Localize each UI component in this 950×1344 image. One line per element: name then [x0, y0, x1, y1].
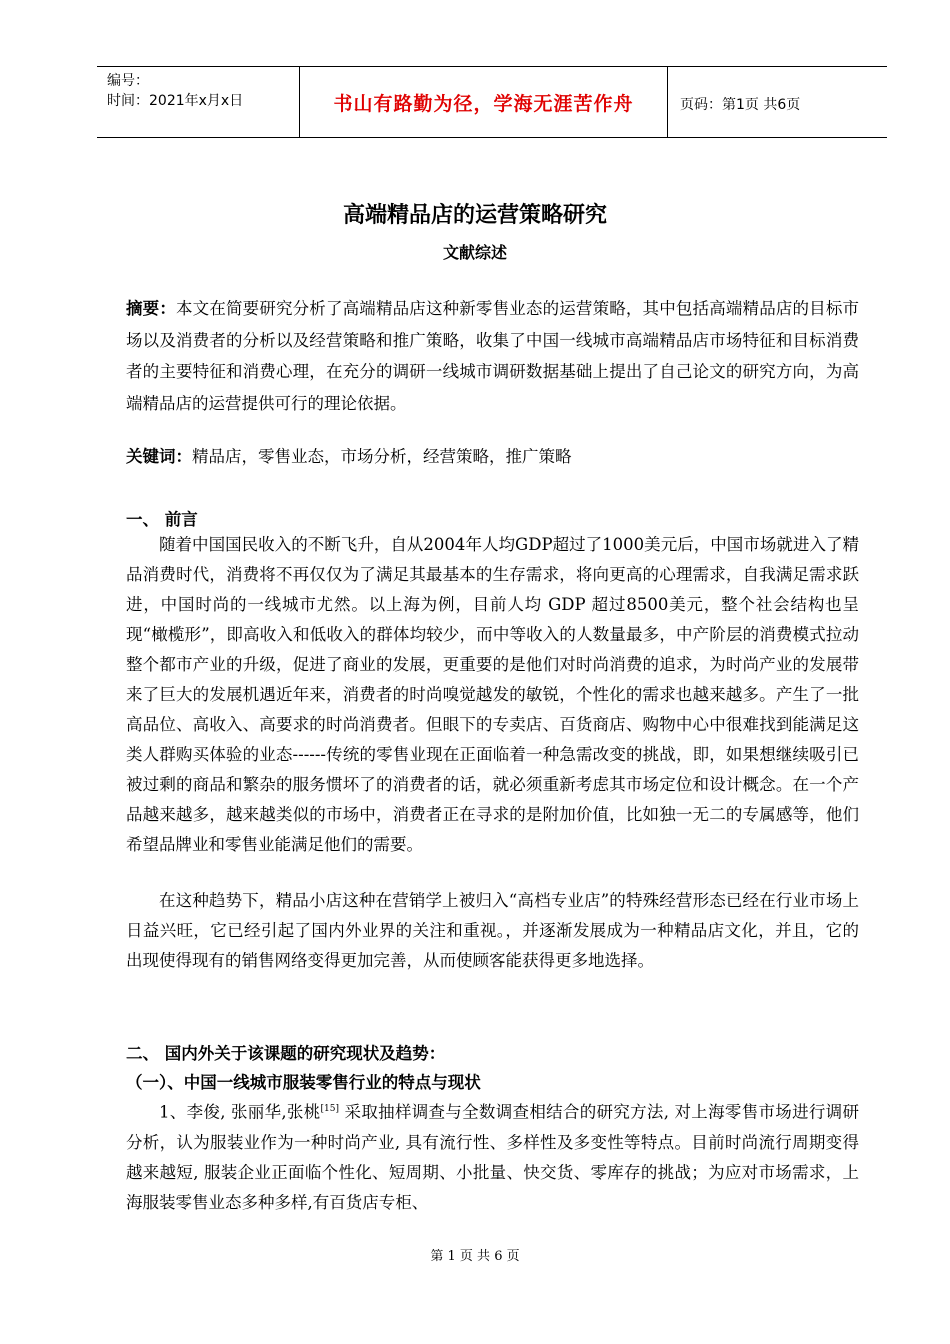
citation-ref: [15] — [320, 1104, 339, 1114]
abstract-paragraph — [126, 293, 859, 419]
document-subtitle: 文献综述 — [442, 243, 507, 262]
keywords-text: 精品店，零售业态，市场分析，经营策略，推广策略 — [192, 447, 572, 466]
header-meta-cell — [97, 67, 300, 137]
section2-subheading: （一）、中国一线城市服装零售行业的特点与现状 — [126, 1073, 481, 1092]
page-footer: 第 1 页 共 6 页 — [430, 1249, 520, 1264]
section1-paragraph-1: 随着中国国民收入的不断飞升，自从2004年人均GDP超过了1000美元后，中国市场就进入了精品消费时代，消费将不再仅仅为了满足其最基本的生存需求，将向更高的心理需求，自我满足需求跃进，中国时尚的一线城市尤然。以上海为例，目前人均 GDP 超过8500美元，整个社会结构也呈现“橄榄形”，即高收入和低收入的群体均较少，而中等收入的人数量最多，中产阶层的消费模式拉动整个都市产业的升级，促进了商业的发展，更重要的是他们对时尚消费的追求，为时尚产业的发展带来了巨大的发展机遇近年来，消费者的时尚嗅觉越发的敏锐，个性化的需求也越来越多。产生了一批高品位、高收入、高要求的时尚消费者。但眼下的专卖店、百货商店、购物中心中很难找到能满足这类人群购买体验的业态------传统的零售业现在正面临着一种急需改变的挑战，即，如果想继续吸引已被过剩的商品和繁杂的服务惯坏了的消费者的话，就必须重新考虑其市场定位和设计概念。在一个产品越来越多，越来越类似的市场中，消费者正在寻求的是附加价值，比如独一无二的专属感等，他们希望品牌业和零售业能满足他们的需要。 — [126, 535, 859, 854]
keywords-paragraph — [126, 441, 859, 473]
para-rest: 采取抽样调查与全数调查相结合的研究方法, 对上海零售市场进行调研分析，认为服装业作为一种时尚产业, 具有流行性、多样性及多变性等特点。目前时尚流行周期变得越来越短, 服装企业正面临个性化、短周期、小批量、快交货、零库存的挑战；为应对市场需求，上海服装零售业态多种多样,有百货店专柜、 — [126, 1102, 859, 1212]
header-page-info: 页码：第1页 共6页 — [680, 97, 801, 113]
header-motto-cell — [300, 67, 668, 137]
doc-number-label: 编号： — [107, 73, 149, 89]
abstract-text: 本文在简要研究分析了高端精品店这种新零售业态的运营策略，其中包括高端精品店的目标市场以及消费者的分析以及经营策略和推广策略，收集了中国一线城市高端精品店市场特征和目标消费者的主要特征和消费心理，在充分的调研一线城市调研数据基础上提出了自己论文的研究方向，为高端精品店的运营提供可行的理论依据。 — [126, 299, 860, 413]
section1-paragraph-2: 在这种趋势下，精品小店这种在营销学上被归入“高档专业店”的特殊经营形态已经在行业市场上日益兴旺，它已经引起了国内外业界的关注和重视。，并逐渐发展成为一种精品店文化，并且，它的出现使得现有的销售网络变得更加完善，从而使顾客能获得更多地选择。 — [126, 891, 859, 970]
doc-time-label: 时间：2021年x月x日 — [107, 93, 244, 109]
para-prefix: 1、李俊, 张丽华,张桃 — [159, 1102, 321, 1122]
document-title: 高端精品店的运营策略研究 — [342, 203, 607, 228]
header-page-cell — [668, 67, 887, 137]
document-header — [97, 66, 887, 138]
keywords-label: 关键词： — [126, 447, 192, 466]
section2-paragraph-1 — [126, 1094, 859, 1218]
motto-text: 书山有路勤为径，学海无涯苦作舟 — [333, 93, 634, 115]
section1-heading: 一、 前言 — [126, 510, 198, 529]
abstract-label: 摘要： — [126, 299, 176, 318]
section2-heading: 二、 国内外关于该课题的研究现状及趋势： — [126, 1044, 446, 1063]
